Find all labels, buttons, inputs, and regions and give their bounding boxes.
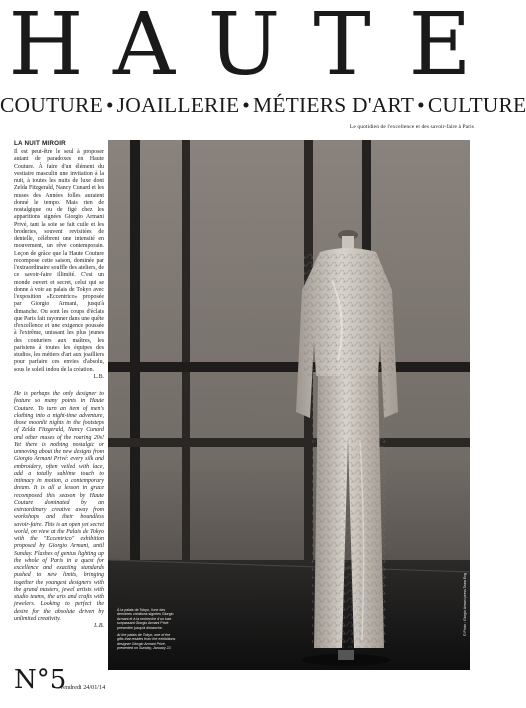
photo-credit: © Photo : Giorgio Armani press Team Eng: [463, 573, 467, 636]
separator-dot: •: [105, 93, 114, 117]
masthead-letter-u: U: [207, 0, 281, 95]
article-french-signature: L.B.: [93, 373, 104, 380]
masthead-letter-t: T: [313, 0, 371, 95]
section-couture: COUTURE: [0, 93, 103, 117]
article-body-french: [14, 149, 104, 381]
article-body-english: [14, 391, 104, 630]
issue-date: vendredi 24/01/14: [60, 684, 106, 691]
photo-caption-english: At the palais de Tokyo, one of the gifts that resides from the exhibitions designer Giorgio Armani Privé, presented on Sunday, January 22.: [117, 633, 176, 651]
masthead-letter-a: A: [112, 0, 176, 95]
issue-number: N°5: [14, 665, 67, 695]
article-french-text: Il est peut-être le seul à proposer autant de paradoxes en Haute Couture. À faire d'un élément du vestiaire masculin une invitation à la nuit, à toutes les nuits de luxe dont Zelda Fitzgerald, Nancy Cunard et les muses des Années folles auraient donné le tempo. Mais rien de nostalgique ou de figé chez les apparitions signées Giorgio Armani Privé, tant la soie se fait cuile et les broderies, souvent revisitées de dentelle, célèbrent une intensité en mouvement, un rêve contemporain. Leçon de grâce que la Haute Couture recompose cette saison, dominée par l'extraordinaire souffle des ateliers, de ce savoir-faire illimité. C'est un monde ouvert et secret, celui qui se donne à voir au palais de Tokyo avec l'exposition «Eccentrico» proposée par Giorgio Armani, jusqu'à dimanche. Ou sont les coups d'éclats que Paris fait rayonner dans une quête d'excellence et une exigence poussée à l'extrême, unissant les plus jeunes des couturiers aux maîtres, les parisiens à toutes les équipes des studios, les métiers d'art aux joailliers pour parfaire ces envies d'absolu, sous le soleil indou de la création.: [14, 149, 104, 373]
section-joaillerie: JOAILLERIE: [116, 93, 240, 117]
section-culture: CULTURE: [427, 93, 526, 117]
photo-caption-french: À la palais de Tokyo, l'une des dernières créations signées Giorgio Armani et à la recherche d'un luxe surpassant Giorgio Armani Privé présentée jusqu'à dimanche.: [117, 608, 174, 630]
fashion-photo: [108, 140, 470, 670]
separator-dot: •: [242, 93, 251, 117]
fashion-photo-illustration: [108, 140, 470, 670]
photo-caption: [117, 608, 177, 654]
section-metiers-dart: MÉTIERS D'ART: [253, 93, 415, 117]
masthead: [0, 0, 484, 95]
separator-dot: •: [417, 93, 425, 117]
article-headline: LA NUIT MIROIR: [14, 140, 66, 147]
masthead-letter-e: E: [408, 0, 472, 95]
article-english-text: He is perhaps the only designer to feature so many points in Haute Couture. To turn an item of men's clothing into a night-time adventure, those moonlit nights in the footsteps of Zelda Fitzgerald, Nancy Cunard and other muses of the roaring 20s! Yet there is nothing nostalgic or unmoving about the new designs from Giorgio Armani Privé: every silk and embroidery, often veiled with lace, add a totally sublime touch to intimacy in motion, a contemporary dream. It is all a lesson in grace recomposed this season by Haute Couture dominated by an extraordinary creative away from workshops and their boundless savoir-faire. This is an open yet secret world, on view at the Palais de Tokyo with the "Eccentrico" exhibition proposed by Giorgio Armani, until Sunday. Flashes of genius lighting up the whole of Paris in a quest for excellence and exacting standards pushed to new limits, bringing together the youngest designers with the grand masters, jewel artists with studio teams, the arts and crafts with jewelers. Looking to perfect the desire for the absolute driven by unlimited creativity.: [14, 391, 104, 622]
article-column: [14, 140, 104, 630]
tagline: [0, 124, 474, 131]
section-nav: [0, 92, 526, 118]
masthead-letter-h: H: [8, 0, 84, 95]
tagline-text: Le quotidien de l'excellence et des savoir-faire à Paris: [346, 124, 474, 130]
article-english-signature: L.B.: [94, 623, 104, 629]
